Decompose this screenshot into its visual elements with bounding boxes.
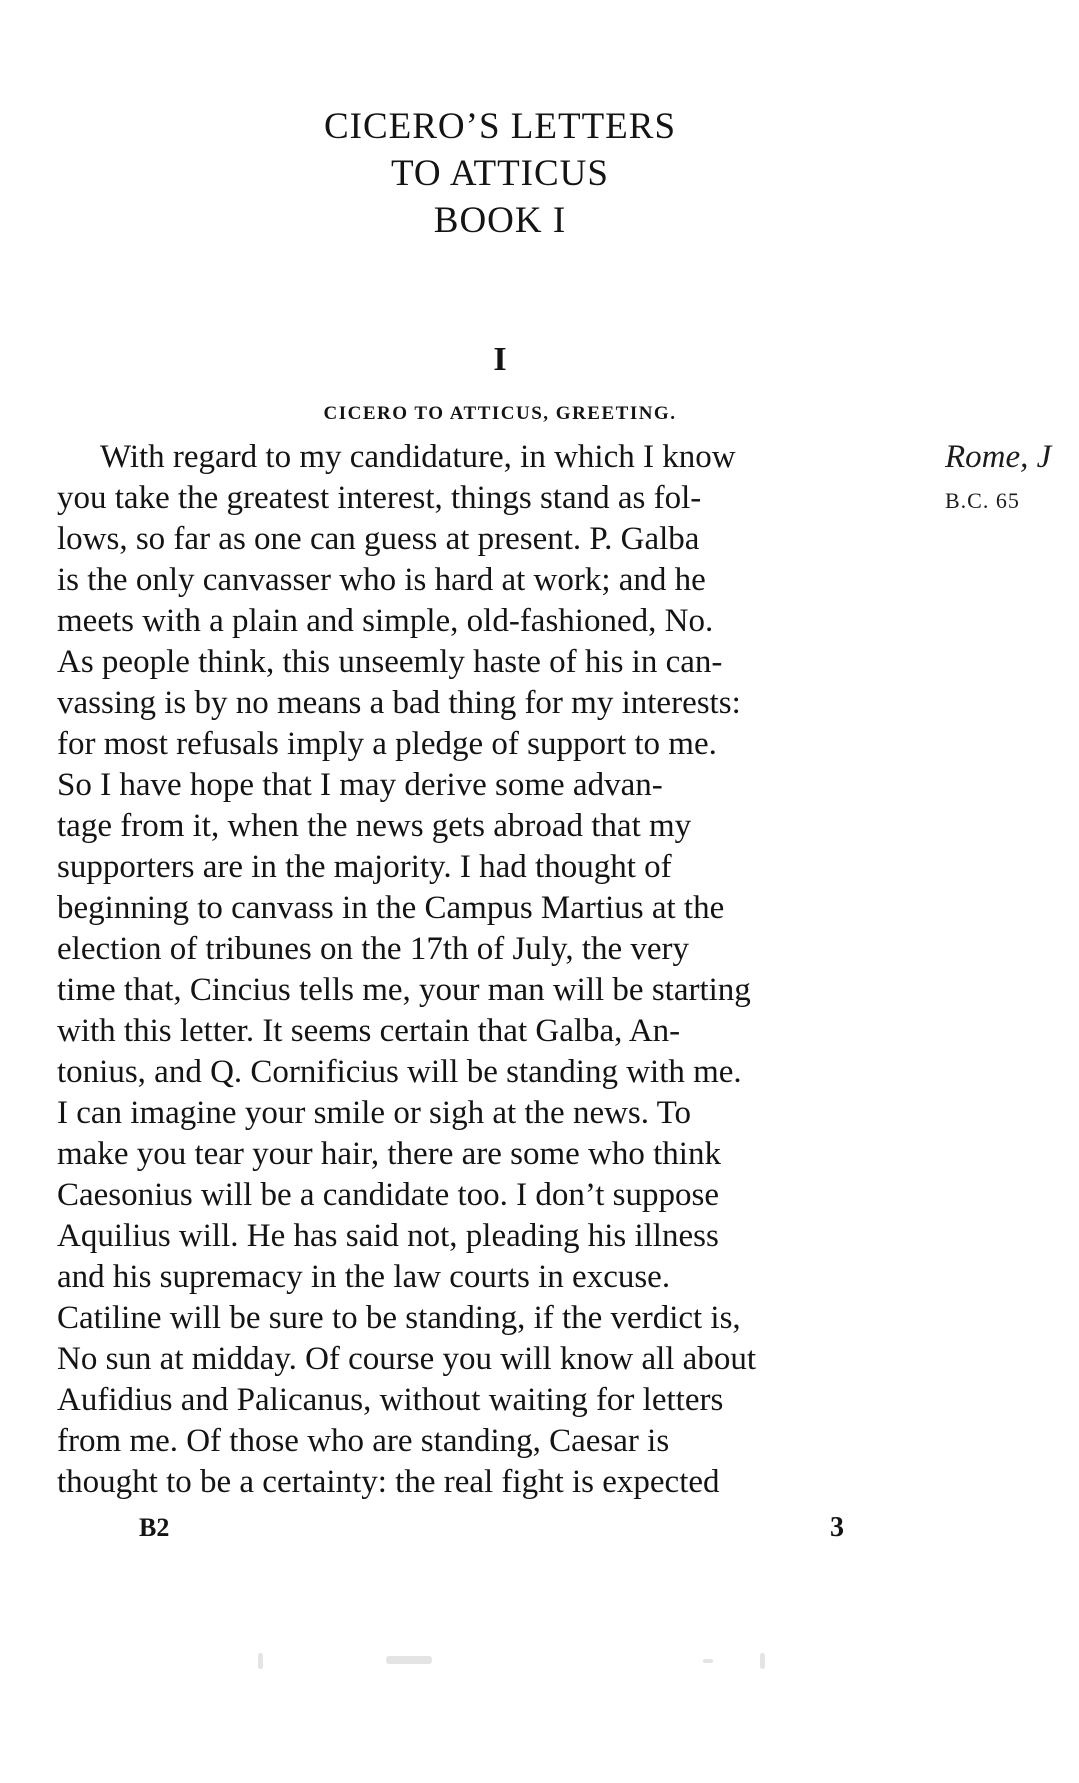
page-number: 3 [830,1512,844,1543]
title-line: TO ATTICUS [391,153,609,194]
letter-number: I [493,341,507,378]
body-line: make you tear your hair, there are some who think [57,1136,721,1172]
body-line: with this letter. It seems certain that Galba, An- [57,1013,681,1049]
title-line: CICERO’S LETTERS [323,106,677,147]
book-title [240,103,760,244]
margin-note-date: B.C. 65 [945,488,1020,513]
body-line: from me. Of those who are standing, Caesar is [57,1423,670,1459]
body-line: Catiline will be sure to be standing, if the verdict is, [57,1300,741,1336]
body-line: Aufidius and Palicanus, without waiting for letters [57,1382,724,1418]
body-line: time that, Cincius tells me, your man will be starting [57,972,751,1008]
body-line: Aquilius will. He has said not, pleading his illness [57,1218,719,1254]
body-line: tage from it, when the news gets abroad that my [57,808,692,844]
body-line: With regard to my candidature, in which I know [100,439,736,475]
scan-artifact-mark [703,1659,713,1663]
body-line: tonius, and Q. Cornificius will be standing with me. [57,1054,742,1090]
body-line: thought to be a certainty: the real fight is expected [57,1464,720,1500]
body-line: beginning to canvass in the Campus Martius at the [57,890,725,926]
title-line: BOOK I [433,200,567,241]
body-line: meets with a plain and simple, old-fashioned, No. [57,603,714,639]
body-line: Caesonius will be a candidate too. I don’t suppose [57,1177,720,1213]
body-line: lows, so far as one can guess at present. P. Galba [57,521,700,557]
body-line: supporters are in the majority. I had thought of [57,849,672,885]
scan-artifact-mark [760,1653,765,1669]
body-line: for most refusals imply a pledge of support to me. [57,726,717,762]
body-line: is the only canvasser who is hard at work; and he [57,562,706,598]
body-line: you take the greatest interest, things stand as fol- [57,480,702,516]
body-line: As people think, this unseemly haste of his in can- [57,644,723,680]
body-line: election of tribunes on the 17th of July, the very [57,931,690,967]
scan-artifact-mark [258,1653,263,1669]
body-line: vassing is by no means a bad thing for my interests: [57,685,741,721]
letter-body [57,437,937,1503]
printer-signature-mark: B2 [139,1513,170,1542]
margin-note-place: Rome, J [945,439,1052,475]
body-line: and his supremacy in the law courts in excuse. [57,1259,671,1295]
body-line: I can imagine your smile or sigh at the news. To [57,1095,692,1131]
body-line: So I have hope that I may derive some advan- [57,767,663,803]
scan-artifact-mark [386,1656,432,1664]
letter-salutation: CICERO TO ATTICUS, GREETING. [323,403,677,424]
body-line: No sun at midday. Of course you will know all about [57,1341,756,1377]
